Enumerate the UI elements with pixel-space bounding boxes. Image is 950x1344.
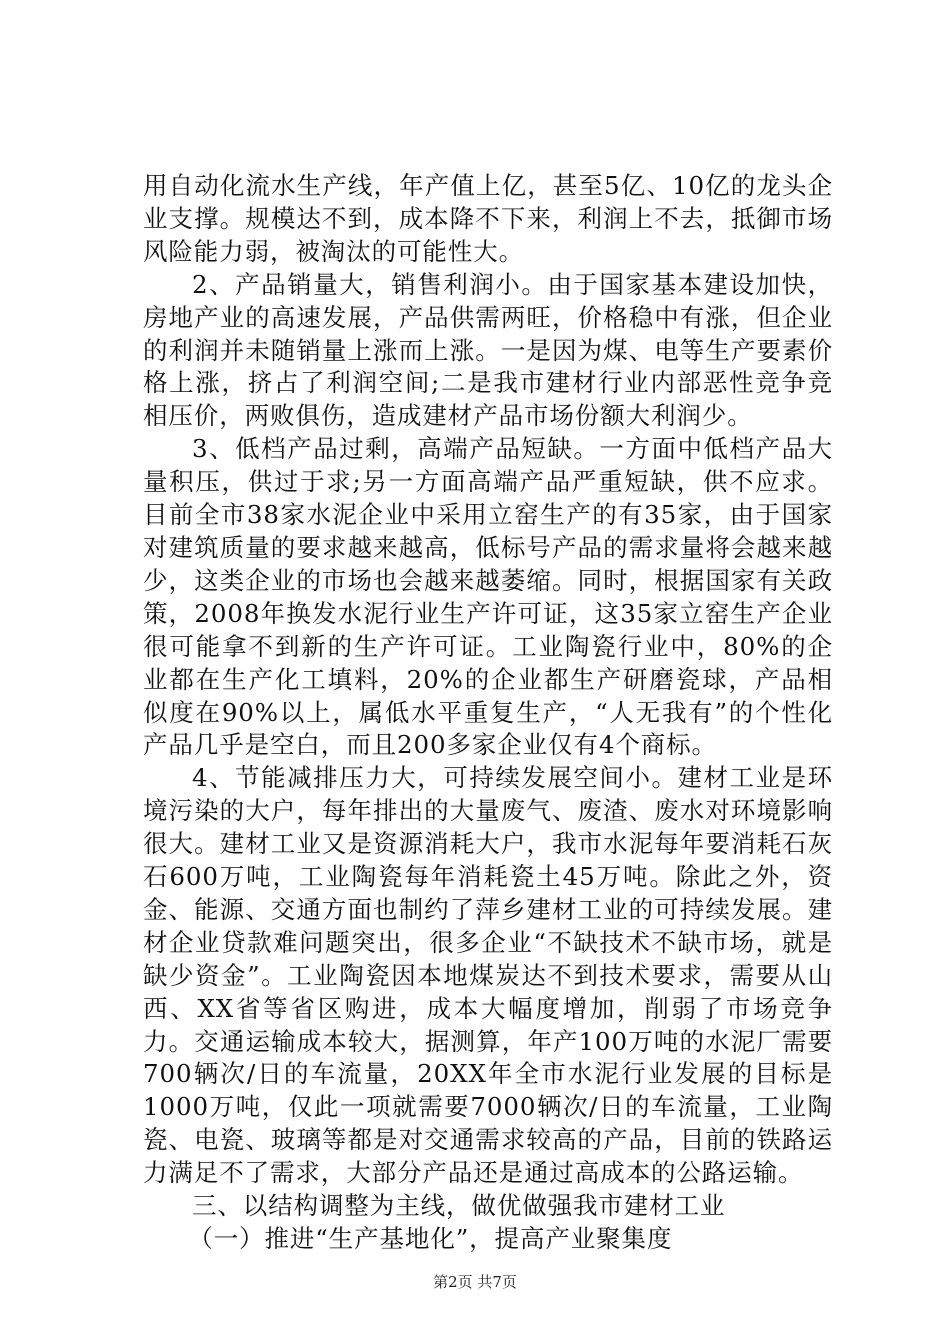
- paragraph-point-2: 2、产品销量大，销售利润小。由于国家基本建设加快，房地产业的高速发展，产品供需两旺，价格稳中有涨，但企业的利润并未随销量上涨而上涨。一是因为煤、电等生产要素价格上涨，挤占了利润空间;二是我市建材行业内部恶性竞争竞相压价，两败俱伤，造成建材产品市场份额大利润少。: [143, 269, 833, 431]
- section-heading: 三、以结构调整为主线，做优做强我市建材工业: [192, 1191, 726, 1221]
- page-footer: 第2页 共7页: [433, 1273, 517, 1291]
- subsection-heading: （一）推进“生产基地化”，提高产业聚集度: [188, 1224, 673, 1253]
- paragraph-continuation: 用自动化流水生产线，年产值上亿，甚至5亿、10亿的龙头企业支撑。规模达不到，成本降不下来，利润上不去，抵御市场风险能力弱，被淘汰的可能性大。: [143, 171, 833, 266]
- document-body: [143, 170, 833, 1256]
- paragraph-point-3: 3、低档产品过剩，高端产品短缺。一方面中低档产品大量积压，供过于求;另一方面高端产品严重短缺，供不应求。目前全市38家水泥企业中采用立窑生产的有35家，由于国家对建筑质量的要求越来越高，低标号产品的需求量将会越来越少，这类企业的市场也会越来越萎缩。同时，根据国家有关政策，2008年换发水泥行业生产许可证，这35家立窑生产企业很可能拿不到新的生产许可证。工业陶瓷行业中，80%的企业都在生产化工填料，20%的企业都生产研磨瓷球，产品相似度在90%以上，属低水平重复生产，“人无我有”的个性化产品几乎是空白，而且200多家企业仅有4个商标。: [143, 434, 833, 760]
- paragraph-point-4: 4、节能减排压力大，可持续发展空间小。建材工业是环境污染的大户，每年排出的大量废气、废渣、废水对环境影响很大。建材工业又是资源消耗大户，我市水泥每年要消耗石灰石600万吨，工业陶瓷每年消耗瓷土45万吨。除此之外，资金、能源、交通方面也制约了萍乡建材工业的可持续发展。建材企业贷款难问题突出，很多企业“不缺技术不缺市场，就是缺少资金”。工业陶瓷因本地煤炭达不到技术要求，需要从山西、XX省等省区购进，成本大幅度增加，削弱了市场竞争力。交通运输成本较大，据测算，年产100万吨的水泥厂需要700辆次/日的车流量，20XX年全市水泥行业发展的目标是1000万吨，仅此一项就需要7000辆次/日的车流量，工业陶瓷、电瓷、玻璃等都是对交通需求较高的产品，目前的铁路运力满足不了需求，大部分产品还是通过高成本的公路运输。: [143, 763, 834, 1188]
